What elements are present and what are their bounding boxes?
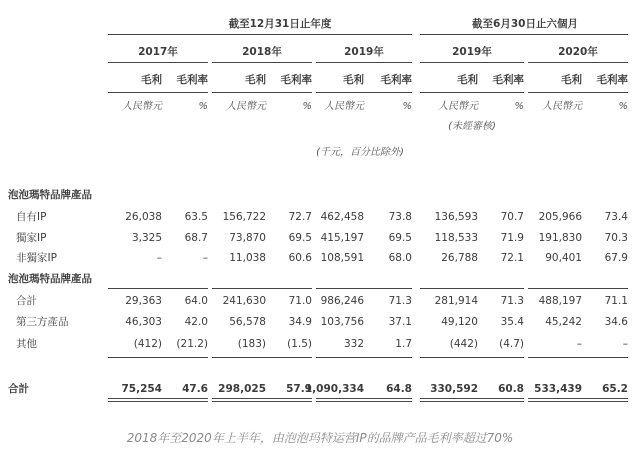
table-cell: 11,038 bbox=[229, 252, 266, 264]
table-cell: 56,578 bbox=[229, 316, 266, 328]
table-cell: 488,197 bbox=[538, 295, 582, 307]
unit-label: 人民幣元 bbox=[226, 101, 266, 112]
table-cell: 71.3 bbox=[388, 295, 412, 307]
table-cell: 26,788 bbox=[441, 252, 478, 264]
unit-label: 人民幣元 bbox=[542, 101, 582, 112]
table-cell: 45,242 bbox=[545, 316, 582, 328]
col-label: 毛利 bbox=[561, 74, 582, 86]
row-label-third-party: 第三方產品 bbox=[16, 316, 69, 328]
row-label-total: 合計 bbox=[8, 383, 29, 395]
table-cell: – bbox=[622, 338, 628, 350]
total-double-rule-5 bbox=[528, 398, 628, 402]
group-rule-right bbox=[420, 34, 628, 35]
table-cell: 71.3 bbox=[500, 295, 524, 307]
total-double-rule-3 bbox=[316, 398, 412, 402]
unit-label: % bbox=[618, 101, 628, 112]
table-cell: 60.8 bbox=[498, 383, 524, 395]
col-rule-2018 bbox=[212, 92, 312, 93]
table-cell: 26,038 bbox=[125, 211, 162, 223]
table-cell: (412) bbox=[133, 338, 162, 350]
table-cell: 57.9 bbox=[286, 383, 312, 395]
table-cell: (21.2) bbox=[176, 338, 208, 350]
table-cell: 71.9 bbox=[500, 232, 524, 244]
unit-note: (千元，百分比除外) bbox=[316, 147, 404, 158]
table-cell: 69.5 bbox=[288, 232, 312, 244]
table-cell: 65.2 bbox=[602, 383, 628, 395]
table-cell: 1.7 bbox=[395, 338, 412, 350]
table-cell: 462,458 bbox=[320, 211, 364, 223]
col-label: 毛利 bbox=[141, 74, 162, 86]
table-cell: (442) bbox=[449, 338, 478, 350]
table-cell: 47.6 bbox=[182, 383, 208, 395]
pretotal-rule-5 bbox=[528, 357, 628, 358]
caption: 2018年至2020年上半年，由泡泡玛特运营IP的品牌产品毛利率超过70% bbox=[126, 431, 514, 445]
year-header-2018: 2018年 bbox=[242, 46, 282, 58]
table-cell: (183) bbox=[237, 338, 266, 350]
table-cell: 332 bbox=[343, 338, 364, 350]
unit-label: 人民幣元 bbox=[122, 101, 162, 112]
table-cell: 37.1 bbox=[388, 316, 412, 328]
row-label-subtotal: 合計 bbox=[16, 295, 37, 307]
subtotal-title: 泡泡瑪特品牌產品 bbox=[8, 273, 92, 285]
table-cell: 70.3 bbox=[604, 232, 628, 244]
table-cell: 156,722 bbox=[222, 211, 266, 223]
col-rule-2019 bbox=[316, 92, 412, 93]
unit-label: % bbox=[402, 101, 412, 112]
total-double-rule-1 bbox=[108, 398, 208, 402]
section-title: 泡泡瑪特品牌產品 bbox=[8, 189, 92, 201]
table-cell: – bbox=[156, 252, 162, 264]
table-cell: 241,630 bbox=[222, 295, 266, 307]
pretotal-rule-3 bbox=[316, 357, 412, 358]
table-cell: 136,593 bbox=[434, 211, 478, 223]
table-cell: 64.0 bbox=[184, 295, 208, 307]
table-cell: 68.7 bbox=[184, 232, 208, 244]
table-cell: 35.4 bbox=[500, 316, 524, 328]
table-cell: 73.4 bbox=[604, 211, 628, 223]
year-header-2019-h1: 2019年 bbox=[452, 46, 492, 58]
year-header-2019: 2019年 bbox=[344, 46, 384, 58]
row-label-exclusive-ip: 獨家IP bbox=[16, 232, 47, 244]
table-cell: 73.8 bbox=[388, 211, 412, 223]
unit-label: % bbox=[198, 101, 208, 112]
table-cell: 64.8 bbox=[386, 383, 412, 395]
unaudited-note: (未經審核) bbox=[448, 121, 496, 132]
table-cell: 70.7 bbox=[500, 211, 524, 223]
total-double-rule-4 bbox=[420, 398, 524, 402]
col-label: 毛利率 bbox=[492, 74, 524, 86]
unit-label: % bbox=[302, 101, 312, 112]
sub-rule-3 bbox=[316, 288, 412, 289]
table-cell: 191,830 bbox=[538, 232, 582, 244]
table-cell: 71.1 bbox=[604, 295, 628, 307]
group-header-half-year: 截至6月30日止六個月 bbox=[472, 18, 578, 30]
table-cell: 49,120 bbox=[441, 316, 478, 328]
col-rule-2017 bbox=[108, 92, 208, 93]
table-cell: 29,363 bbox=[125, 295, 162, 307]
pretotal-rule-2 bbox=[212, 357, 312, 358]
sub-rule-1 bbox=[108, 288, 208, 289]
table-cell: 330,592 bbox=[430, 383, 478, 395]
sub-rule-2 bbox=[212, 288, 312, 289]
year-rule-2017 bbox=[108, 62, 208, 63]
table-cell: 67.9 bbox=[604, 252, 628, 264]
year-rule-2019 bbox=[316, 62, 412, 63]
table-cell: 103,756 bbox=[320, 316, 364, 328]
col-label: 毛利率 bbox=[280, 74, 312, 86]
table-cell: 63.5 bbox=[184, 211, 208, 223]
row-label-others: 其他 bbox=[16, 338, 37, 350]
table-cell: 281,914 bbox=[434, 295, 478, 307]
table-cell: 46,303 bbox=[125, 316, 162, 328]
group-header-annual: 截至12月31日止年度 bbox=[228, 18, 332, 30]
pretotal-rule-4 bbox=[420, 357, 524, 358]
sub-rule-4 bbox=[420, 288, 524, 289]
row-label-nonexclusive-ip: 非獨家IP bbox=[16, 252, 57, 264]
table-cell: 75,254 bbox=[121, 383, 162, 395]
table-cell: 34.6 bbox=[604, 316, 628, 328]
table-cell: 298,025 bbox=[218, 383, 266, 395]
table-cell: 34.9 bbox=[288, 316, 312, 328]
row-label-own-ip: 自有IP bbox=[16, 211, 47, 223]
col-label: 毛利率 bbox=[176, 74, 208, 86]
col-label: 毛利 bbox=[343, 74, 364, 86]
year-rule-2020-h1 bbox=[528, 62, 628, 63]
year-rule-2018 bbox=[212, 62, 312, 63]
table-cell: (1.5) bbox=[287, 338, 312, 350]
table-cell: 60.6 bbox=[288, 252, 312, 264]
unit-label: 人民幣元 bbox=[324, 101, 364, 112]
col-label: 毛利 bbox=[245, 74, 266, 86]
table-cell: 68.0 bbox=[388, 252, 412, 264]
table-cell: 73,870 bbox=[229, 232, 266, 244]
table-cell: 72.7 bbox=[288, 211, 312, 223]
table-cell: 90,401 bbox=[545, 252, 582, 264]
table-cell: (4.7) bbox=[499, 338, 524, 350]
table-cell: 205,966 bbox=[538, 211, 582, 223]
col-label: 毛利 bbox=[457, 74, 478, 86]
total-double-rule-2 bbox=[212, 398, 312, 402]
table-cell: 415,197 bbox=[320, 232, 364, 244]
col-label: 毛利率 bbox=[380, 74, 412, 86]
year-header-2017: 2017年 bbox=[138, 46, 178, 58]
col-label: 毛利率 bbox=[596, 74, 628, 86]
col-rule-2020-h1 bbox=[528, 92, 628, 93]
table-cell: 986,246 bbox=[320, 295, 364, 307]
table-cell: – bbox=[202, 252, 208, 264]
table-cell: 533,439 bbox=[534, 383, 582, 395]
table-cell: – bbox=[576, 338, 582, 350]
group-rule-left bbox=[108, 34, 412, 35]
col-rule-2019-h1 bbox=[420, 92, 524, 93]
sub-rule-5 bbox=[528, 288, 628, 289]
table-cell: 72.1 bbox=[500, 252, 524, 264]
table-cell: 118,533 bbox=[434, 232, 478, 244]
pretotal-rule-1 bbox=[108, 357, 208, 358]
unit-label: 人民幣元 bbox=[438, 101, 478, 112]
table-cell: 3,325 bbox=[131, 232, 162, 244]
table-cell: 1,090,334 bbox=[304, 383, 364, 395]
year-header-2020-h1: 2020年 bbox=[558, 46, 598, 58]
table-cell: 42.0 bbox=[184, 316, 208, 328]
table-cell: 71.0 bbox=[288, 295, 312, 307]
table-cell: 108,591 bbox=[320, 252, 364, 264]
table-cell: 69.5 bbox=[388, 232, 412, 244]
year-rule-2019-h1 bbox=[420, 62, 524, 63]
unit-label: % bbox=[514, 101, 524, 112]
